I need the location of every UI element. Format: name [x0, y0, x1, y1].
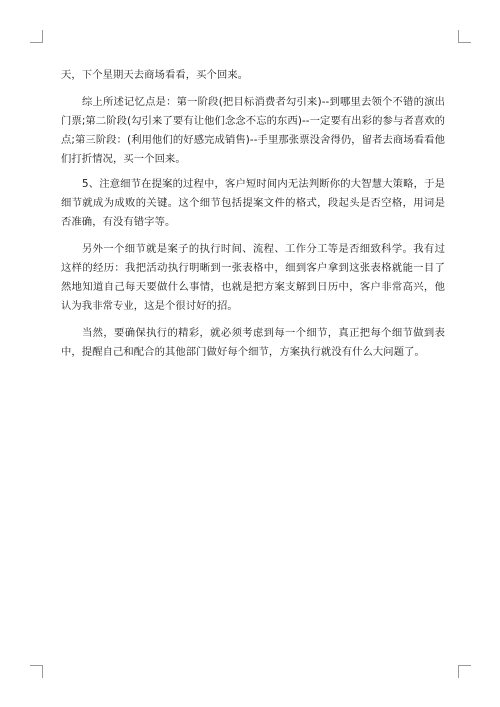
- paragraph-5: 当然，要确保执行的精彩，就必须考虑到每一个细节，真正把每个细节做到表中，提醒自己和配合的其他部门做好每个细节，方案执行就没有什么大问题了。: [61, 327, 445, 358]
- paragraph-1: 天，下个星期天去商场看看，买个回来。: [61, 69, 249, 81]
- crop-mark-bottom-left: [30, 665, 43, 678]
- crop-mark-top-right: [458, 30, 471, 43]
- crop-mark-top-left: [30, 30, 43, 43]
- crop-mark-bottom-right: [458, 665, 471, 678]
- paragraph-4: 另外一个细节就是案子的执行时间、流程、工作分工等是否细致科学。我有过这样的经历：我把活动执行明晰到一张表格中，细到客户拿到这张表格就能一目了然地知道自己每天要做什么事情，也就是把方案支解到日历中，客户非常高兴，他认为我非常专业，这是个很讨好的招。: [61, 243, 445, 312]
- paragraph-3: 5、注意细节在提案的过程中，客户短时间内无法判断你的大智慧大策略，于是细节就成为成败的关键。这个细节包括提案文件的格式，段起头是否空格，用词是否准确，有没有错字等。: [61, 178, 445, 228]
- paragraph-2: 综上所述记忆点是：第一阶段(把目标消费者勾引来)--到哪里去领个不错的演出门票;第二阶段(勾引来了要有让他们念念不忘的东西)--一定要有出彩的参与者喜欢的点;第三阶段：(利用他们的好感完成销售)--手里那张票没舍得仍，留者去商场看看他们打折情况，买一个回来。: [61, 96, 445, 165]
- document-body: [61, 66, 445, 362]
